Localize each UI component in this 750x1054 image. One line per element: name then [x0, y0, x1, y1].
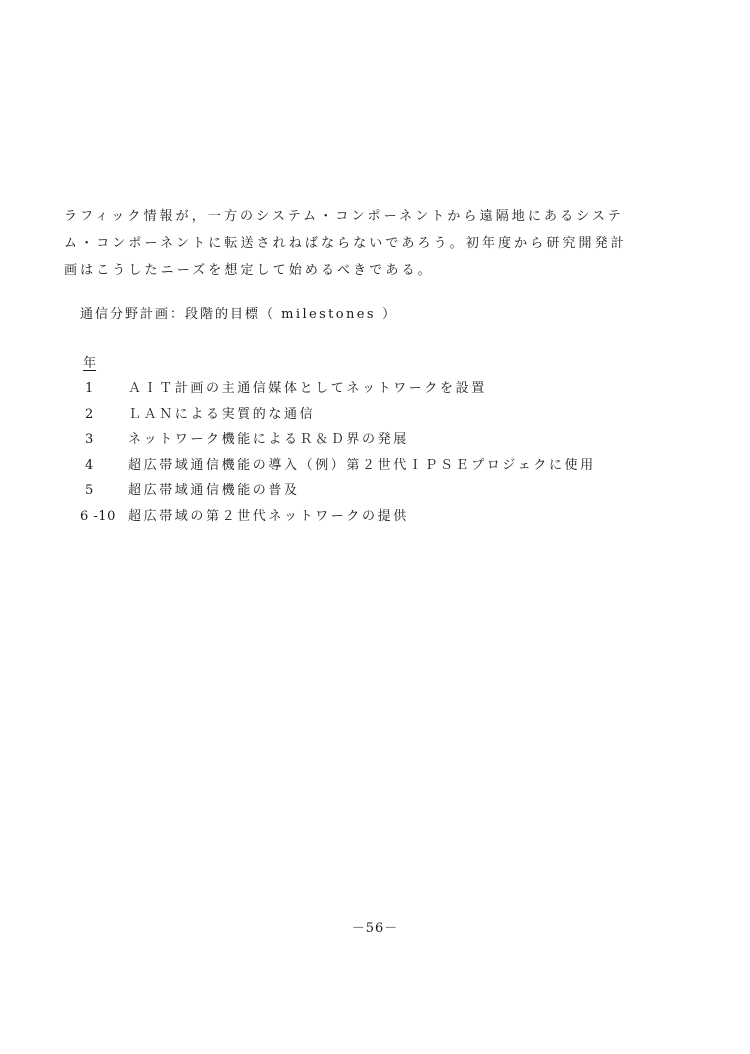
milestone-row [0, 504, 750, 530]
milestone-year: 5 [85, 483, 94, 498]
milestone-text: ネットワーク機能によるＲ＆Ｄ界の発展 [128, 432, 409, 447]
paragraph-line: ム・コンポーネントに転送されねばならないであろう。初年度から研究開発計 [64, 236, 627, 251]
milestone-text: 超広帯域通信機能の普及 [128, 483, 300, 498]
heading-close: ） [382, 307, 398, 322]
milestone-year: 3 [85, 432, 94, 447]
heading-english: milestones [281, 307, 376, 322]
milestone-row [0, 427, 750, 453]
paragraph-line: 画はこうしたニーズを想定して始めるべきである。 [64, 263, 434, 278]
milestone-list [0, 376, 750, 529]
heading-label: 通信分野計画：段階的目標（ [80, 307, 276, 322]
milestone-row [0, 453, 750, 479]
body-paragraph [64, 203, 684, 284]
milestone-year: 6 -10 [80, 508, 116, 524]
milestone-text: ＡＩＴ計画の主通信媒体としてネットワークを設置 [128, 381, 487, 396]
year-column-header: 年 [83, 356, 97, 371]
paragraph-line: ラフィック情報が，一方のシステム・コンポーネントから遠隔地にあるシステ [64, 209, 624, 224]
milestone-row [0, 478, 750, 504]
milestone-row [0, 402, 750, 428]
milestone-text: 超広帯域の第２世代ネットワークの提供 [128, 508, 409, 524]
section-heading [80, 303, 397, 322]
milestone-text: ＬＡＮによる実質的な通信 [128, 406, 316, 422]
milestone-year: 1 [85, 381, 94, 396]
milestone-year: 4 [85, 457, 94, 473]
milestone-row [0, 376, 750, 402]
milestone-text: 超広帯域通信機能の導入（例）第２世代ＩＰＳＥプロジェクに使用 [128, 457, 596, 473]
milestone-year: 2 [85, 406, 94, 422]
page-number: －56－ [351, 921, 399, 936]
